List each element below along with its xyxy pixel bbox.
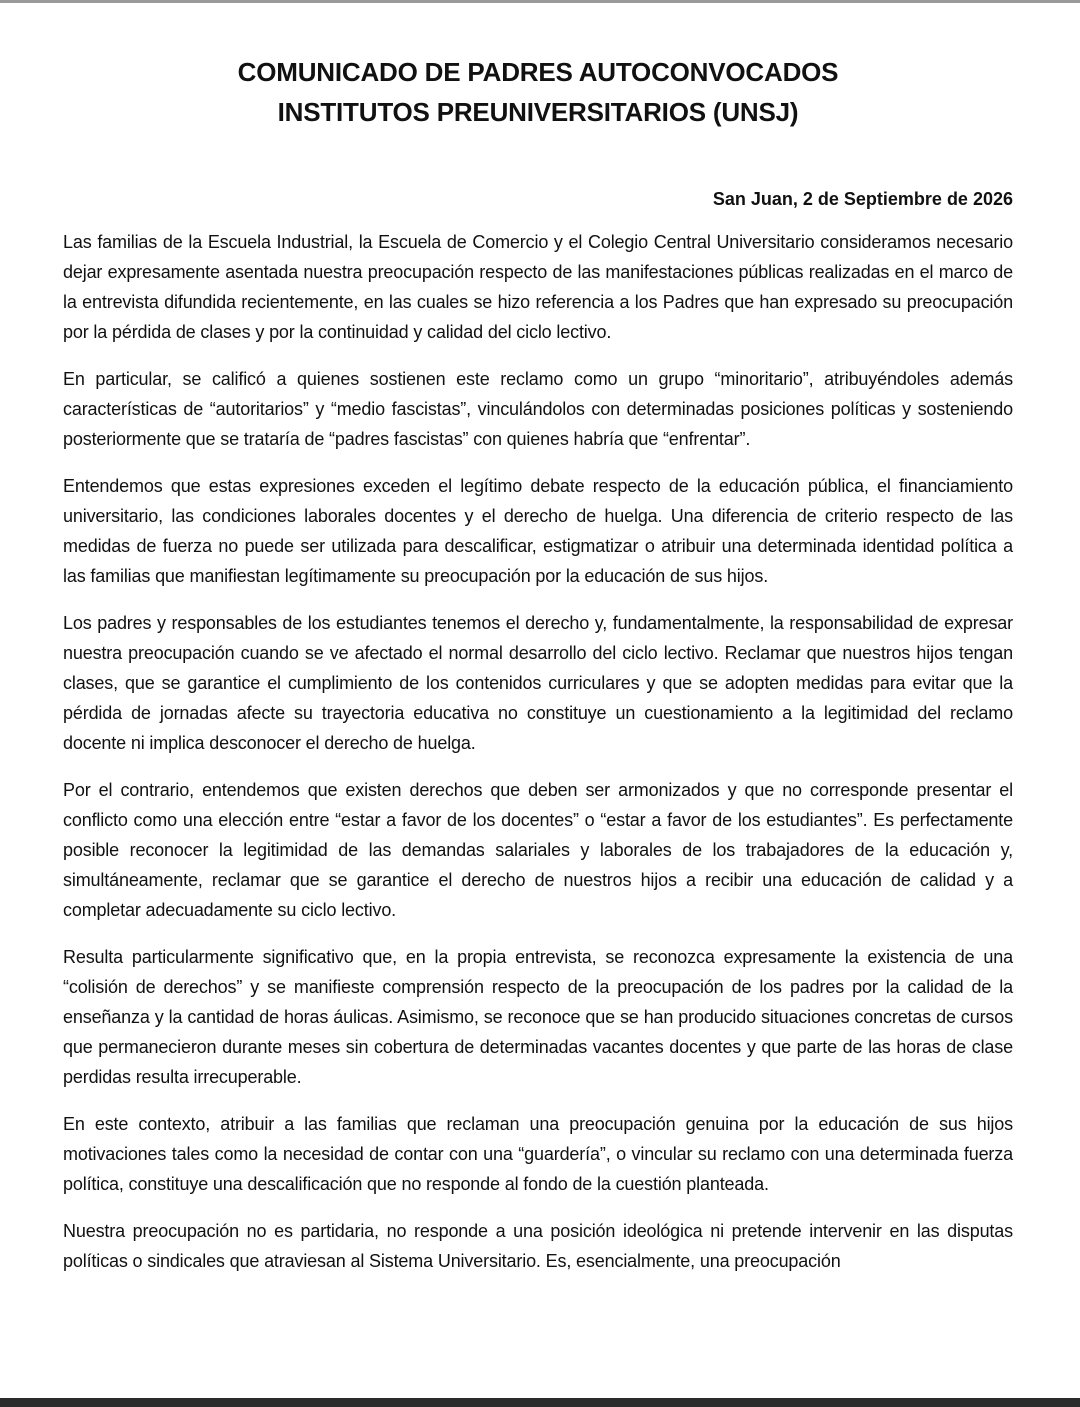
paragraph-1: Las familias de la Escuela Industrial, la Escuela de Comercio y el Colegio Central Universitario consideramos necesario dejar expresamente asentada nuestra preocupación respecto de las manifestaciones públicas realizadas en el marco de la entrevista difundida recientemente, en las cuales se hizo referencia a los Padres que han expresado su preocupación por la pérdida de clases y por la continuidad y calidad del ciclo lectivo. [63,232,1013,342]
paragraph-2: En particular, se calificó a quienes sostienen este reclamo como un grupo “minoritario”, atribuyéndoles además características de “autoritarios” y “medio fascistas”, vinculándolos con determinadas posiciones políticas y sosteniendo posteriormente que se trataría de “padres fascistas” con quienes habría que “enfrentar”. [63,369,1013,449]
document-body [63,227,1013,1276]
paragraph-3: Entendemos que estas expresiones exceden el legítimo debate respecto de la educación pública, el financiamiento universitario, las condiciones laborales docentes y el derecho de huelga. Una diferencia de criterio respecto de las medidas de fuerza no puede ser utilizada para descalificar, estigmatizar o atribuir una determinada identidad política a las familias que manifiestan legítimamente su preocupación por la educación de sus hijos. [63,476,1013,586]
title-line-1: COMUNICADO DE PADRES AUTOCONVOCADOS [237,57,839,87]
date-line: San Juan, 2 de Septiembre de 2026 [712,189,1013,209]
paragraph-4: Los padres y responsables de los estudiantes tenemos el derecho y, fundamentalmente, la responsabilidad de expresar nuestra preocupación cuando se ve afectado el normal desarrollo del ciclo lectivo. Reclamar que nuestros hijos tengan clases, que se garantice el cumplimiento de los contenidos curriculares y que se adopten medidas para evitar que la pérdida de jornadas afecte su trayectoria educativa no constituye un cuestionamiento a la legitimidad del reclamo docente ni implica desconocer el derecho de huelga. [63,613,1013,753]
title-line-2: INSTITUTOS PREUNIVERSITARIOS (UNSJ) [277,97,799,127]
paragraph-8: Nuestra preocupación no es partidaria, no responde a una posición ideológica ni pretende intervenir en las disputas políticas o sindicales que atraviesan al Sistema Universitario. Es, esencialmente, una preocupación [63,1221,1013,1271]
paragraph-6: Resulta particularmente significativo que, en la propia entrevista, se reconozca expresamente la existencia de una “colisión de derechos” y se manifieste comprensión respecto de la preocupación de los padres por la calidad de la enseñanza y la cantidad de horas áulicas. Asimismo, se reconoce que se han producido situaciones concretas de cursos que permanecieron durante meses sin cobertura de determinadas vacantes docentes y que parte de las horas de clase perdidas resulta irrecuperable. [63,947,1013,1087]
document-title [63,52,1013,132]
page-bottom-edge [0,1398,1080,1407]
document-page [63,52,1013,1293]
paragraph-7: En este contexto, atribuir a las familias que reclaman una preocupación genuina por la educación de sus hijos motivaciones tales como la necesidad de contar con una “guardería”, o vincular su reclamo con una determinada fuerza política, constituye una descalificación que no responde al fondo de la cuestión planteada. [63,1114,1013,1194]
paragraph-5: Por el contrario, entendemos que existen derechos que deben ser armonizados y que no corresponde presentar el conflicto como una elección entre “estar a favor de los docentes” o “estar a favor de los estudiantes”. Es perfectamente posible reconocer la legitimidad de las demandas salariales y laborales de los trabajadores de la educación y, simultáneamente, reclamar que se garantice el derecho de nuestros hijos a recibir una educación de calidad y a completar adecuadamente su ciclo lectivo. [63,780,1013,920]
page-top-edge [0,0,1080,3]
